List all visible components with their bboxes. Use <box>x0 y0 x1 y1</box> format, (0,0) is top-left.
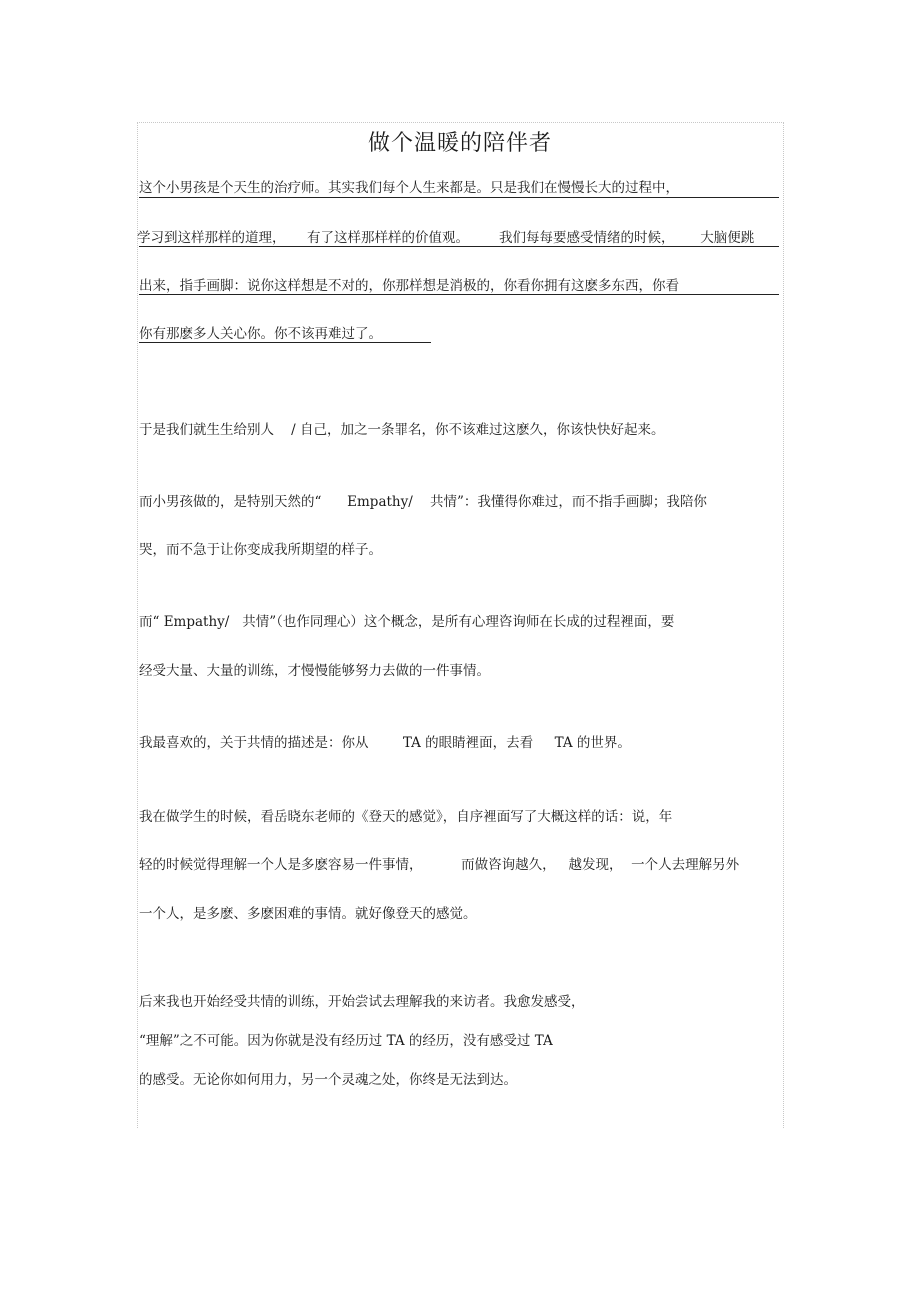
body-line-4: 而“ Empathy/ 共情”（也作同理心）这个概念，是所有心理咨询师在长成的过程裡面，要 <box>139 614 675 630</box>
document-title: 做个温暖的陪伴者 <box>367 131 552 156</box>
body-line-11: “理解”之不可能。因为你就是没有经历过 TA 的经历，没有感受过 TA <box>139 1033 553 1049</box>
body-line-3: 哭，而不急于让你变成我所期望的样子。 <box>139 542 382 558</box>
body-line-12: 的感受。无论你如何用力，另一个灵魂之处，你终是无法到达。 <box>139 1072 517 1088</box>
body-line-10: 后来我也开始经受共情的训练，开始尝试去理解我的来访者。我愈发感受， <box>139 994 585 1010</box>
underline-rule <box>139 246 779 247</box>
underline-rule <box>139 294 779 295</box>
body-line-9: 一个人，是多麽、多麽困难的事情。就好像登天的感觉。 <box>139 906 477 922</box>
body-line-7: 我在做学生的时候，看岳晓东老师的《登天的感觉》，自序裡面写了大概这样的话：说，年 <box>139 809 673 825</box>
underline-rule <box>139 197 779 198</box>
intro-line-3: 出来，指手画脚：说你这样想是不对的，你那样想是消极的，你看你拥有这麽多东西，你看 <box>139 278 679 294</box>
body-line-5: 经受大量、大量的训练，才慢慢能够努力去做的一件事情。 <box>139 663 490 679</box>
body-line-8: 轻的时候觉得理解一个人是多麽容易一件事情， 而做咨询越久， 越发现， 一个人去理解另外 <box>139 857 740 873</box>
body-line-6: 我最喜欢的，关于共情的描述是：你从 TA 的眼睛裡面，去看 TA 的世界。 <box>139 735 631 751</box>
intro-line-1: 这个小男孩是个天生的治疗师。其实我们每个人生来都是。只是我们在慢慢长大的过程中， <box>139 180 679 196</box>
underline-rule <box>139 342 431 343</box>
intro-line-4: 你有那麽多人关心你。你不该再难过了。 <box>139 326 382 342</box>
intro-line-2: 学习到这样那样的道理， 有了这样那样样的价值观。 我们每每要感受情绪的时候， 大脑便跳 <box>137 230 755 246</box>
body-line-2: 而小男孩做的，是特别天然的“ Empathy/ 共情”：我懂得你难过，而不指手画脚；我陪你 <box>139 494 707 510</box>
body-line-1: 于是我们就生生给别人 / 自己，加之一条罪名，你不该难过这麽久，你该快快好起来。 <box>139 422 665 438</box>
